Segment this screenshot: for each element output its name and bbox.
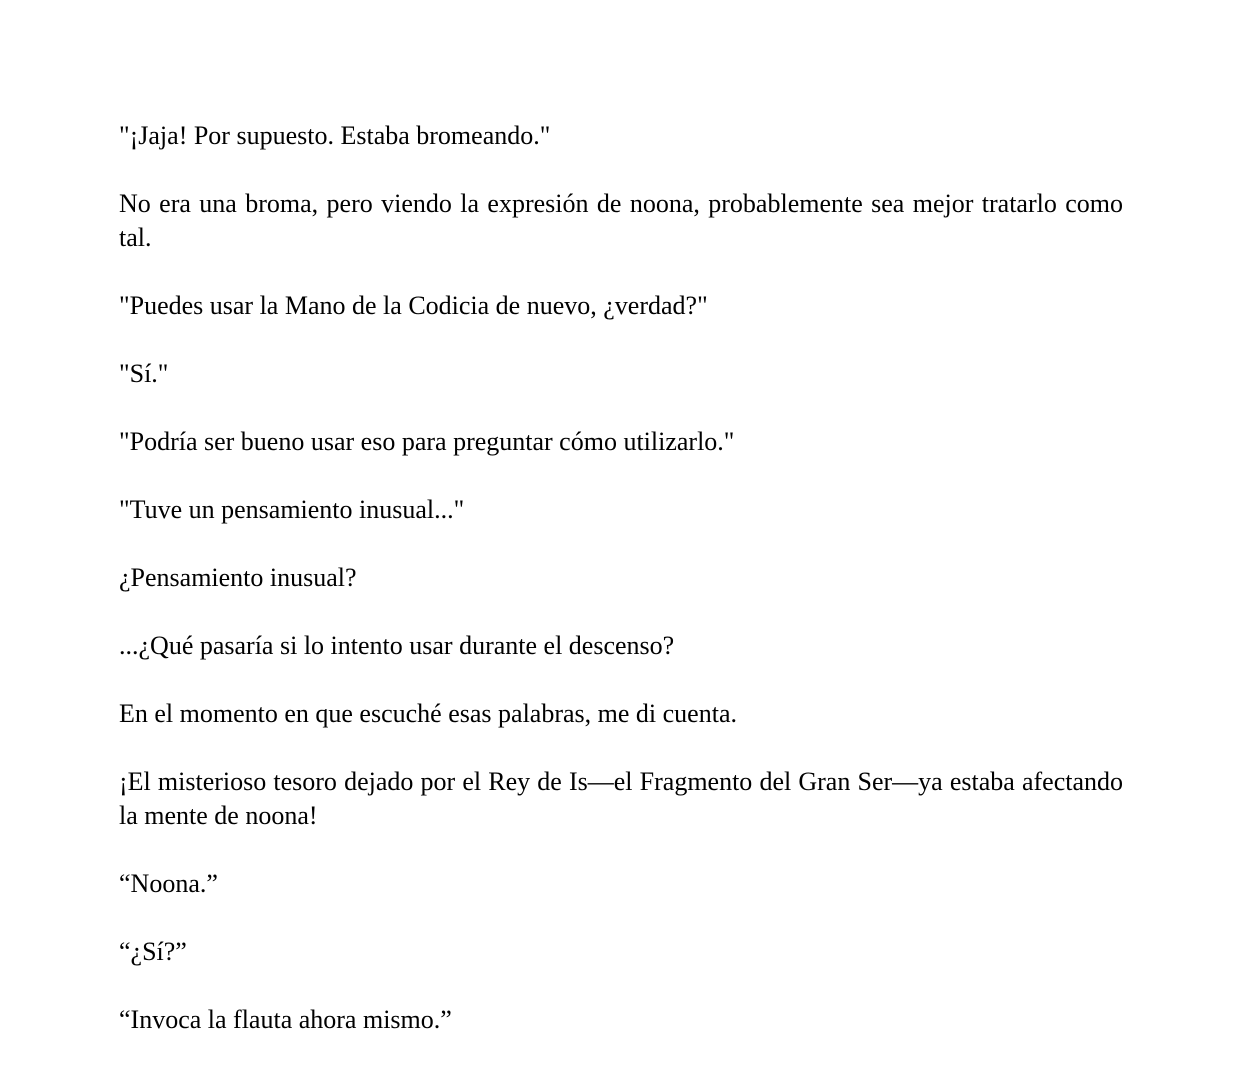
- paragraph-11: “Noona.”: [119, 869, 218, 898]
- document-body: [119, 119, 1123, 1071]
- paragraph-8: ...¿Qué pasaría si lo intento usar durante el descenso?: [119, 631, 675, 660]
- paragraph-12: “¿Sí?”: [119, 937, 187, 966]
- paragraph-13: “Invoca la flauta ahora mismo.”: [119, 1005, 452, 1034]
- paragraph-4: "Sí.": [119, 359, 169, 388]
- paragraph-6: "Tuve un pensamiento inusual...": [119, 495, 465, 524]
- paragraph-7: ¿Pensamiento inusual?: [119, 563, 357, 592]
- paragraph-1: "¡Jaja! Por supuesto. Estaba bromeando.": [119, 121, 551, 150]
- paragraph-5: "Podría ser bueno usar eso para preguntar cómo utilizarlo.": [119, 427, 735, 456]
- paragraph-10: ¡El misterioso tesoro dejado por el Rey de Is—el Fragmento del Gran Ser—ya estaba afectando la mente de noona!: [119, 767, 1123, 830]
- paragraph-3: "Puedes usar la Mano de la Codicia de nuevo, ¿verdad?": [119, 291, 708, 320]
- paragraph-2: No era una broma, pero viendo la expresión de noona, probablemente sea mejor tratarlo como tal.: [119, 189, 1123, 252]
- paragraph-9: En el momento en que escuché esas palabras, me di cuenta.: [119, 699, 737, 728]
